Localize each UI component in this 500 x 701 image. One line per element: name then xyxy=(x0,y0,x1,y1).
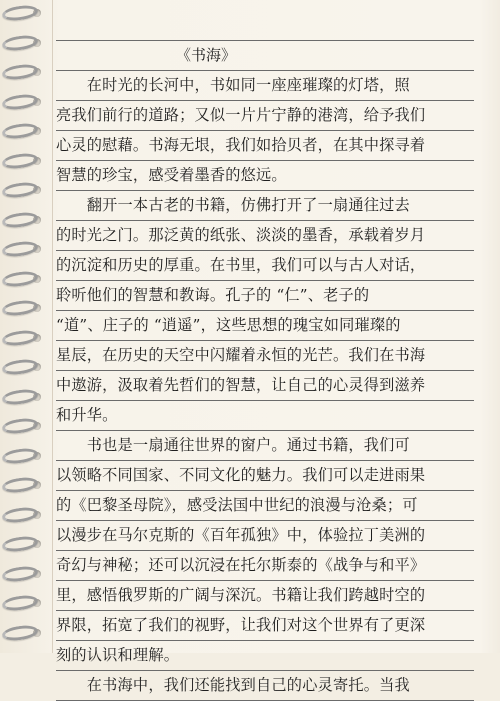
text-line: 心灵的慰藉。书海无垠，我们如拾贝者，在其中探寻着 xyxy=(56,131,474,161)
text-line: 星辰，在历史的天空中闪耀着永恒的光芒。我们在书海 xyxy=(56,341,474,371)
text-line: 的《巴黎圣母院》，感受法国中世纪的浪漫与沧桑；可 xyxy=(56,491,474,521)
text-line: 在书海中，我们还能找到自己的心灵寄托。当我 xyxy=(56,671,474,701)
spiral-ring xyxy=(1,92,39,111)
text-line: 书也是一扇通往世界的窗户。通过书籍，我们可 xyxy=(56,431,474,461)
spiral-ring xyxy=(1,210,39,229)
text-line: 亮我们前行的道路；又似一片片宁静的港湾，给予我们 xyxy=(56,101,474,131)
text-line: 里，感悟俄罗斯的广阔与深沉。书籍让我们跨越时空的 xyxy=(56,581,474,611)
spiral-ring xyxy=(1,476,39,495)
text-line: 刻的认识和理解。 xyxy=(56,641,474,671)
spiral-ring xyxy=(1,63,39,82)
spiral-ring xyxy=(1,151,39,170)
text-line: 翻开一本古老的书籍，仿佛打开了一扇通往过去 xyxy=(56,191,474,221)
text-line: 聆听他们的智慧和教诲。孔子的 “仁”、老子的 xyxy=(56,281,474,311)
text-line: 智慧的珍宝，感受着墨香的悠远。 xyxy=(56,161,474,191)
spiral-ring xyxy=(1,4,39,23)
spiral-ring xyxy=(1,446,39,465)
essay-title: 《书海》 xyxy=(56,41,474,71)
spiral-ring xyxy=(1,33,39,52)
text-line: 的时光之门。那泛黄的纸张、淡淡的墨香，承载着岁月 xyxy=(56,221,474,251)
text-line: 以漫步在马尔克斯的《百年孤独》中，体验拉丁美洲的 xyxy=(56,521,474,551)
text-line: 和升华。 xyxy=(56,401,474,431)
spiral-ring xyxy=(1,358,39,377)
spiral-ring xyxy=(1,181,39,200)
text-line: “道”、庄子的 “逍遥”，这些思想的瑰宝如同璀璨的 xyxy=(56,311,474,341)
text-line: 中遨游，汲取着先哲们的智慧，让自己的心灵得到滋养 xyxy=(56,371,474,401)
spiral-ring xyxy=(1,535,39,554)
spiral-ring xyxy=(1,122,39,141)
spiral-ring xyxy=(1,623,39,642)
text-line: 奇幻与神秘；还可以沉浸在托尔斯泰的《战争与和平》 xyxy=(56,551,474,581)
spiral-ring xyxy=(1,240,39,259)
margin-line xyxy=(52,0,53,653)
spiral-ring xyxy=(1,387,39,406)
spiral-ring xyxy=(1,299,39,318)
spiral-ring xyxy=(1,564,39,583)
text-line: 在时光的长河中，书如同一座座璀璨的灯塔，照 xyxy=(56,71,474,101)
spiral-binding xyxy=(0,0,50,653)
spiral-ring xyxy=(1,594,39,613)
text-line: 的沉淀和历史的厚重。在书里，我们可以与古人对话， xyxy=(56,251,474,281)
spiral-ring xyxy=(1,328,39,347)
essay-content xyxy=(56,40,474,701)
spiral-ring xyxy=(1,417,39,436)
spiral-ring xyxy=(1,505,39,524)
spiral-ring xyxy=(1,269,39,288)
text-line: 界限，拓宽了我们的视野，让我们对这个世界有了更深 xyxy=(56,611,474,641)
text-line: 以领略不同国家、不同文化的魅力。我们可以走进雨果 xyxy=(56,461,474,491)
